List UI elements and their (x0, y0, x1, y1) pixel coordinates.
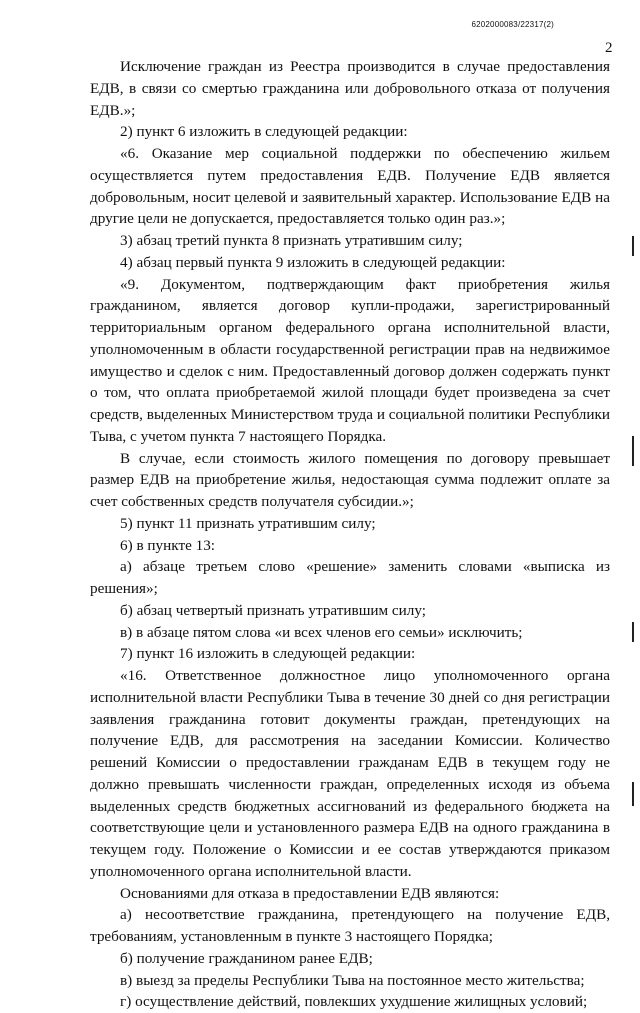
scan-edge-mark (632, 622, 634, 642)
document-id: 6202000083/22317(2) (471, 20, 554, 29)
paragraph: 3) абзац третий пункта 8 признать утратившим силу; (120, 232, 463, 249)
paragraph: 6) в пункте 13: (120, 536, 216, 554)
paragraph: а) несоответствие гражданина, претендующего на получение ЕДВ, требованиям, установленным в пункте 3 настоящего Порядка; (90, 906, 610, 945)
paragraph: г) осуществление действий, повлекших ухудшение жилищных условий; (120, 993, 588, 1011)
paragraph: «9. Документом, подтверждающим факт приобретения жилья гражданином, является договор купли-продажи, зарегистрированный территориальным органом федерального органа исполнительной власти, уполномоченным в области государственной регистрации прав на недвижимое имущество и сделок с ним. Предоставленный договор должен содержать пункт о том, что оплата приобретаемой жилой площади будет произведена за счет средств, выделенных Министерством труда и социальной политики Республики Тыва, с учетом пункта 7 настоящего Порядка. (90, 275, 610, 445)
paragraph: а) абзаце третьем слово «решение» заменить словами «выписка из решения»; (90, 558, 610, 597)
page-number: 2 (605, 40, 613, 56)
paragraph: 2) пункт 6 изложить в следующей редакции: (120, 123, 408, 141)
paragraph: В случае, если стоимость жилого помещения по договору превышает размер ЕДВ на приобретение жилья, недостающая сумма подлежит оплате за счет собственных средств получателя субсидии.»; (90, 449, 610, 510)
paragraph: 5) пункт 11 признать утратившим силу; (120, 514, 376, 532)
document-body (90, 56, 610, 1013)
scan-edge-mark (632, 782, 634, 806)
paragraph: Исключение граждан из Реестра производится в случае предоставления ЕДВ, в связи со смертью гражданина или добровольного отказа от получения ЕДВ.»; (90, 58, 610, 119)
paragraph: 7) пункт 16 изложить в следующей редакции: (120, 645, 416, 663)
paragraph: Основаниями для отказа в предоставлении ЕДВ являются: (120, 884, 500, 902)
scan-edge-mark (632, 436, 634, 466)
paragraph: б) абзац четвертый признать утратившим силу; (120, 601, 426, 619)
paragraph: в) выезд за пределы Республики Тыва на постоянное место жительства; (120, 971, 585, 989)
scan-edge-mark (632, 236, 634, 256)
paragraph: в) в абзаце пятом слова «и всех членов его семьи» исключить; (120, 623, 523, 641)
paragraph: «6. Оказание мер социальной поддержки по обеспечению жильем осуществляется путем предоставления ЕДВ. Получение ЕДВ является добровольным, носит целевой и заявительный характер. Использование ЕДВ на другие цели не допускается, предоставляется только один раз.»; (90, 145, 610, 228)
paragraph: б) получение гражданином ранее ЕДВ; (120, 949, 373, 967)
paragraph: 4) абзац первый пункта 9 изложить в следующей редакции: (120, 253, 506, 271)
paragraph: «16. Ответственное должностное лицо уполномоченного органа исполнительной власти Республики Тыва в течение 30 дней со дня регистрации заявления гражданина готовит документы граждан, претендующих на получение ЕДВ, для рассмотрения на заседании Комиссии. Количество решений Комиссии о предоставлении гражданам ЕДВ в текущем году не должно превышать численности граждан, определенных исходя из объема выделенных средств бюджетных ассигнований из федерального бюджета на соответствующие цели и установленного размера ЕДВ на одного гражданина в текущем году. Положение о Комиссии и ее состав утверждаются приказом уполномоченного органа исполнительной власти. (90, 667, 610, 880)
